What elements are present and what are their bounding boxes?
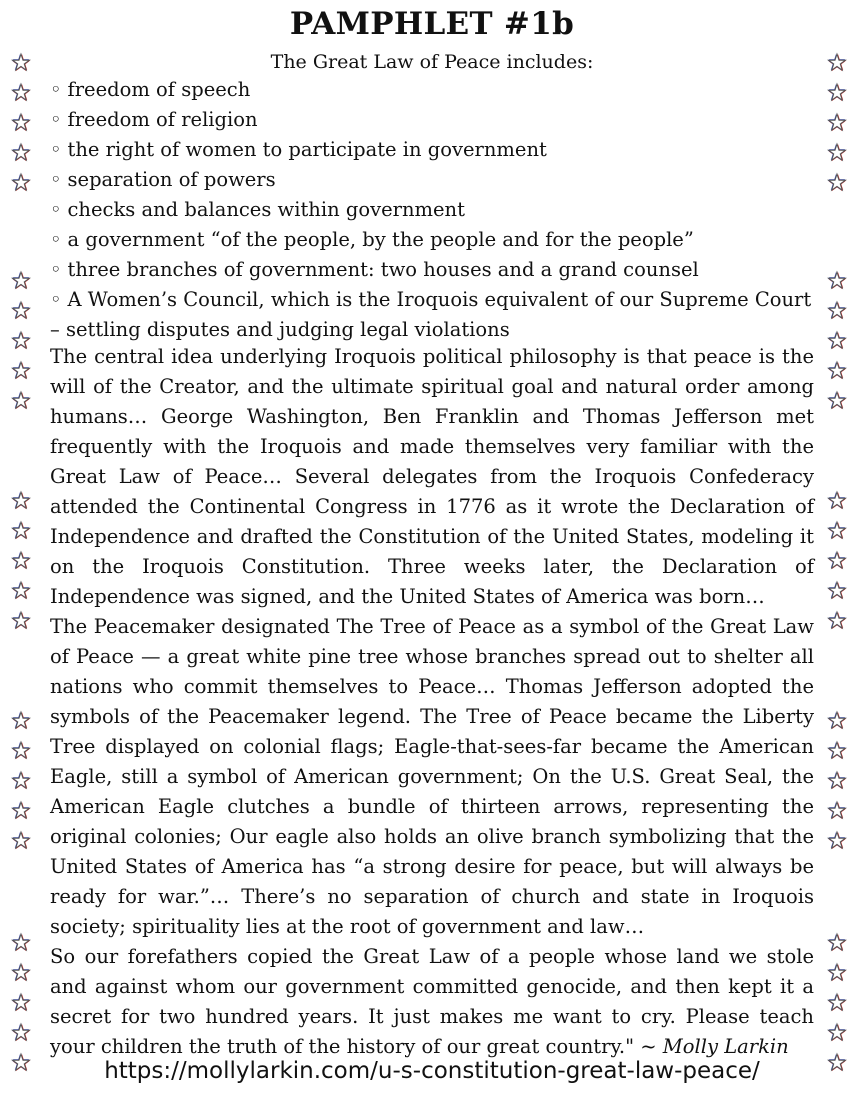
flag-star-icon: ★ xyxy=(11,359,31,384)
flag-star-icon: ★ xyxy=(11,769,31,794)
flag-star-icon: ★ xyxy=(827,739,847,764)
source-link[interactable]: https://mollylarkin.com/u-s-constitution-great-law-peace/ xyxy=(104,1058,760,1084)
flag-star-icon: ★ xyxy=(11,519,31,544)
flag-star-icon: ★ xyxy=(827,1051,847,1076)
flag-star-icon: ★ xyxy=(827,141,847,166)
flag-star-icon: ★ xyxy=(827,579,847,604)
flag-star-icon: ★ xyxy=(11,991,31,1016)
star-group-right-3 xyxy=(824,488,854,638)
list-item: ◦ freedom of speech xyxy=(50,75,820,105)
flag-star-icon: ★ xyxy=(827,519,847,544)
list-item: ◦ a government “of the people, by the people and for the people” xyxy=(50,225,820,255)
flag-star-icon: ★ xyxy=(11,329,31,354)
flag-star-icon: ★ xyxy=(827,609,847,634)
flag-star-icon: ★ xyxy=(827,359,847,384)
star-group-left-2 xyxy=(8,268,38,418)
flag-star-icon: ★ xyxy=(11,171,31,196)
flag-star-icon: ★ xyxy=(11,709,31,734)
flag-star-icon: ★ xyxy=(11,141,31,166)
flag-star-icon: ★ xyxy=(11,961,31,986)
flag-star-icon: ★ xyxy=(827,829,847,854)
author-name: Molly Larkin xyxy=(662,1035,789,1058)
body-text xyxy=(50,342,814,1062)
flag-star-icon: ★ xyxy=(827,389,847,414)
flag-star-icon: ★ xyxy=(827,51,847,76)
star-group-right-2 xyxy=(824,268,854,418)
flag-star-icon: ★ xyxy=(827,931,847,956)
flag-star-icon: ★ xyxy=(11,829,31,854)
flag-star-icon: ★ xyxy=(11,1021,31,1046)
flag-star-icon: ★ xyxy=(827,961,847,986)
flag-star-icon: ★ xyxy=(827,111,847,136)
flag-star-icon: ★ xyxy=(827,171,847,196)
paragraph-text: So our forefathers copied the Great Law of a people whose land we stole and against whom our government committed genocide, and then kept it a secret for two hundred years. It just makes me want to cry. Please teach your children the truth of the history of our great country." ~ xyxy=(50,945,814,1058)
flag-star-icon: ★ xyxy=(11,299,31,324)
flag-star-icon: ★ xyxy=(827,709,847,734)
list-item: ◦ checks and balances within government xyxy=(50,195,820,225)
flag-star-icon: ★ xyxy=(11,389,31,414)
flag-star-icon: ★ xyxy=(11,579,31,604)
flag-star-icon: ★ xyxy=(11,51,31,76)
flag-star-icon: ★ xyxy=(11,269,31,294)
list-item: ◦ three branches of government: two houses and a grand counsel xyxy=(50,255,820,285)
flag-star-icon: ★ xyxy=(827,269,847,294)
star-group-left-4 xyxy=(8,708,38,858)
page-title: PAMPHLET #1b xyxy=(289,6,575,42)
flag-star-icon: ★ xyxy=(827,1021,847,1046)
flag-star-icon: ★ xyxy=(827,81,847,106)
paragraph: The Peacemaker designated The Tree of Peace as a symbol of the Great Law of Peace — a great white pine tree whose branches spread out to shelter all nations who commit themselves to Peace… Thomas Jefferson adopted the symbols of the Peacemaker legend. The Tree of Peace became the Liberty Tree displayed on colonial flags; Eagle-that-sees-far became the American Eagle, still a symbol of American government; On the U.S. Great Seal, the American Eagle clutches a bundle of thirteen arrows, representing the original colonies; Our eagle also holds an olive branch symbolizing that the United States of America has “a strong desire for peace, but will always be ready for war.”… There’s no separation of church and state in Iroquois society; spirituality lies at the root of government and law… xyxy=(50,615,814,938)
list-item: ◦ freedom of religion xyxy=(50,105,820,135)
list-item: ◦ A Women’s Council, which is the Iroquois equivalent of our Supreme Court xyxy=(50,285,820,315)
flag-star-icon: ★ xyxy=(827,489,847,514)
list-item-continuation: – settling disputes and judging legal violations xyxy=(50,318,510,341)
flag-star-icon: ★ xyxy=(11,81,31,106)
flag-star-icon: ★ xyxy=(827,299,847,324)
list-item: ◦ separation of powers xyxy=(50,165,820,195)
flag-star-icon: ★ xyxy=(11,799,31,824)
flag-star-icon: ★ xyxy=(11,609,31,634)
paragraph xyxy=(50,942,814,1062)
paragraph: The central idea underlying Iroquois political philosophy is that peace is the will of the Creator, and the ultimate spiritual goal and natural order among humans… George Washington, Ben Franklin and Thomas Jefferson met frequently with the Iroquois and made themselves very familiar with the Great Law of Peace… Several delegates from the Iroquois Confederacy attended the Continental Congress in 1776 as it wrote the Declaration of Independence and drafted the Constitution of the United States, modeling it on the Iroquois Constitution. Three weeks later, the Declaration of Independence was signed, and the United States of America was born… xyxy=(50,345,814,608)
bullet-list xyxy=(50,75,820,345)
flag-star-icon: ★ xyxy=(827,329,847,354)
flag-star-icon: ★ xyxy=(11,489,31,514)
flag-star-icon: ★ xyxy=(827,769,847,794)
flag-star-icon: ★ xyxy=(11,931,31,956)
flag-star-icon: ★ xyxy=(827,991,847,1016)
flag-star-icon: ★ xyxy=(11,549,31,574)
star-group-left-3 xyxy=(8,488,38,638)
flag-star-icon: ★ xyxy=(827,799,847,824)
flag-star-icon: ★ xyxy=(11,1051,31,1076)
flag-star-icon: ★ xyxy=(11,739,31,764)
flag-star-icon: ★ xyxy=(11,111,31,136)
star-group-right-4 xyxy=(824,708,854,858)
list-item: ◦ the right of women to participate in government xyxy=(50,135,820,165)
flag-star-icon: ★ xyxy=(827,549,847,574)
page-subtitle: The Great Law of Peace includes: xyxy=(270,51,594,73)
